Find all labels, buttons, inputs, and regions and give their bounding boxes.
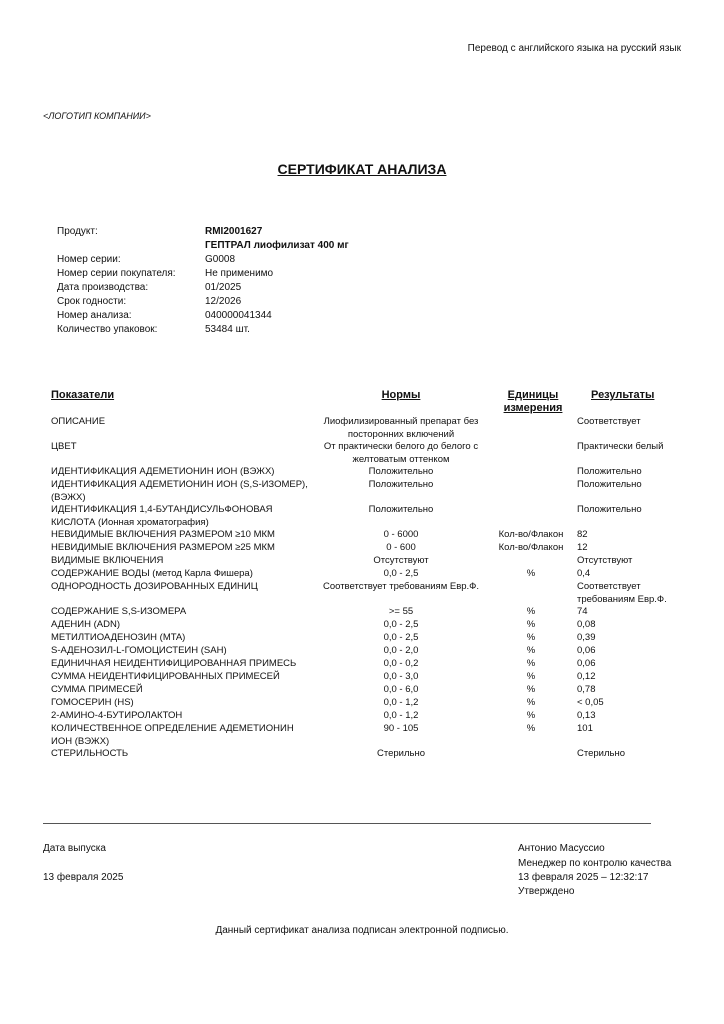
result-value: Положительно <box>577 504 642 515</box>
table-row <box>51 466 671 479</box>
norm-value: 0,0 - 2,5 <box>383 568 419 579</box>
norm-value: 0,0 - 6,0 <box>383 684 419 695</box>
table-row <box>51 479 671 504</box>
parameter-name: СОДЕРЖАНИЕ ВОДЫ (метод Карла Фишера) <box>51 568 253 579</box>
unit-value: % <box>526 723 536 734</box>
parameter-name: 2-АМИНО-4-БУТИРОЛАКТОН <box>51 710 183 721</box>
result-value: 12 <box>577 542 588 553</box>
table-row <box>51 619 671 632</box>
norm-value: Положительно <box>368 479 434 490</box>
production-date-row <box>57 281 349 295</box>
parameter-name: ГОМОСЕРИН (HS) <box>51 697 134 708</box>
header-results: Результаты <box>591 389 655 401</box>
package-count-label: Количество упаковок: <box>57 324 158 335</box>
company-logo-placeholder: <ЛОГОТИП КОМПАНИИ> <box>43 111 151 121</box>
production-date-value: 01/2025 <box>205 282 242 293</box>
header-parameter: Показатели <box>51 389 115 401</box>
norm-value: 0 - 600 <box>386 542 416 553</box>
norm-value: Стерильно <box>376 748 425 759</box>
result-value: 0,13 <box>577 710 596 721</box>
buyer-batch-value: Не применимо <box>205 268 274 279</box>
result-value: 0,39 <box>577 632 596 643</box>
result-value: Стерильно <box>577 748 626 759</box>
result-value: 74 <box>577 606 588 617</box>
parameter-name: ИДЕНТИФИКАЦИЯ АДЕМЕТИОНИН ИОН (ВЭЖХ) <box>51 466 275 477</box>
package-count-value: 53484 шт. <box>205 324 250 335</box>
norm-value: Положительно <box>368 466 434 477</box>
product-info <box>57 225 349 337</box>
parameter-name: МЕТИЛТИОАДЕНОЗИН (MTA) <box>51 632 186 643</box>
unit-value: % <box>526 606 536 617</box>
result-value: 82 <box>577 529 588 540</box>
result-value: Положительно <box>577 479 642 490</box>
release-date-label: Дата выпуска <box>43 843 106 854</box>
result-value: 0,08 <box>577 619 596 630</box>
unit-value: % <box>526 619 536 630</box>
analysis-number-label: Номер анализа: <box>57 310 132 321</box>
parameter-name: СТЕРИЛЬНОСТЬ <box>51 748 129 759</box>
table-row <box>51 658 671 671</box>
parameter-name: ЕДИНИЧНАЯ НЕИДЕНТИФИЦИРОВАННАЯ ПРИМЕСЬ <box>51 658 297 669</box>
unit-value: Кол-во/Флакон <box>498 529 564 540</box>
parameter-name: КОЛИЧЕСТВЕННОЕ ОПРЕДЕЛЕНИЕ АДЕМЕТИОНИН ИОН (ВЭЖХ) <box>51 723 294 747</box>
norm-value: 0,0 - 1,2 <box>383 697 419 708</box>
parameter-name: АДЕНИН (ADN) <box>51 619 120 630</box>
buyer-batch-row <box>57 267 349 281</box>
norm-value: 90 - 105 <box>383 723 419 734</box>
parameter-name: S-АДЕНОЗИЛ-L-ГОМОЦИСТЕИН (SAH) <box>51 645 227 656</box>
table-row <box>51 529 671 542</box>
result-value: Соответствует <box>577 416 641 427</box>
release-date-value: 13 февраля 2025 <box>43 872 124 883</box>
header-units: Единицы измерения <box>503 389 563 414</box>
result-value: 101 <box>577 723 593 734</box>
divider-line <box>43 823 651 824</box>
norm-value: Соответствует требованиям Евр.Ф. <box>322 581 480 592</box>
production-date-label: Дата производства: <box>57 282 149 293</box>
product-label: Продукт: <box>57 226 98 237</box>
product-name-row <box>57 239 349 253</box>
table-row <box>51 645 671 658</box>
parameter-name: ИДЕНТИФИКАЦИЯ АДЕМЕТИОНИН ИОН (S,S-ИЗОМЕР), (ВЭЖХ) <box>51 479 308 503</box>
approval-status: Утверждено <box>518 886 575 897</box>
table-row <box>51 568 671 581</box>
unit-value: % <box>526 645 536 656</box>
signer-title: Менеджер по контролю качества <box>518 858 672 869</box>
table-row <box>51 416 671 441</box>
unit-value: % <box>526 684 536 695</box>
parameter-name: ОПИСАНИЕ <box>51 416 106 427</box>
parameter-name: ЦВЕТ <box>51 441 77 452</box>
table-row <box>51 684 671 697</box>
buyer-batch-label: Номер серии покупателя: <box>57 268 176 279</box>
batch-row <box>57 253 349 267</box>
parameter-name: СОДЕРЖАНИЕ S,S-ИЗОМЕРА <box>51 606 187 617</box>
expiry-value: 12/2026 <box>205 296 242 307</box>
unit-value: Кол-во/Флакон <box>498 542 564 553</box>
result-value: 0,06 <box>577 658 596 669</box>
result-value: Соответствует требованиям Евр.Ф. <box>577 581 667 605</box>
product-row <box>57 225 349 239</box>
norm-value: 0,0 - 2,5 <box>383 632 419 643</box>
table-row <box>51 748 671 761</box>
unit-value: % <box>526 671 536 682</box>
result-value: 0,4 <box>577 568 591 579</box>
unit-value: % <box>526 568 536 579</box>
result-value: 0,78 <box>577 684 596 695</box>
parameter-name: НЕВИДИМЫЕ ВКЛЮЧЕНИЯ РАЗМЕРОМ ≥25 МКМ <box>51 542 275 553</box>
norm-value: 0,0 - 0,2 <box>383 658 419 669</box>
parameter-name: СУММА НЕИДЕНТИФИЦИРОВАННЫХ ПРИМЕСЕЙ <box>51 671 280 682</box>
result-value: Отсутствуют <box>577 555 633 566</box>
translation-note: Перевод с английского языка на русский язык <box>467 43 681 54</box>
parameter-name: ВИДИМЫЕ ВКЛЮЧЕНИЯ <box>51 555 164 566</box>
unit-value: % <box>526 658 536 669</box>
expiry-label: Срок годности: <box>57 296 127 307</box>
norm-value: 0,0 - 2,0 <box>383 645 419 656</box>
signer-name: Антонио Масуссио <box>518 843 605 854</box>
table-row <box>51 606 671 619</box>
result-value: Практически белый <box>577 441 664 452</box>
norm-value: 0 - 6000 <box>383 529 419 540</box>
unit-value: % <box>526 697 536 708</box>
table-row <box>51 441 671 466</box>
header-norms: Нормы <box>381 389 421 401</box>
analysis-number-value: 040000041344 <box>205 310 272 321</box>
table-row <box>51 542 671 555</box>
norm-value: 0,0 - 3,0 <box>383 671 419 682</box>
electronic-signature-note: Данный сертификат анализа подписан электронной подписью. <box>215 925 509 936</box>
package-count-row <box>57 323 349 337</box>
norm-value: 0,0 - 2,5 <box>383 619 419 630</box>
result-value: Положительно <box>577 466 642 477</box>
norm-value: >= 55 <box>388 606 414 617</box>
parameter-name: СУММА ПРИМЕСЕЙ <box>51 684 143 695</box>
product-code: RMI2001627 <box>205 226 263 237</box>
batch-value: G0008 <box>205 254 236 265</box>
batch-label: Номер серии: <box>57 254 121 265</box>
parameter-name: ИДЕНТИФИКАЦИЯ 1,4-БУТАНДИСУЛЬФОНОВАЯ КИСЛОТА (Ионная хроматография) <box>51 504 273 528</box>
norm-value: Положительно <box>368 504 434 515</box>
result-value: 0,12 <box>577 671 596 682</box>
unit-value: % <box>526 710 536 721</box>
result-value: 0,06 <box>577 645 596 656</box>
product-name: ГЕПТРАЛ лиофилизат 400 мг <box>205 240 349 251</box>
table-row <box>51 723 671 748</box>
signed-at: 13 февраля 2025 – 12:32:17 <box>518 872 649 883</box>
unit-value: % <box>526 632 536 643</box>
analysis-number-row <box>57 309 349 323</box>
table-row <box>51 632 671 645</box>
norm-value: От практически белого до белого с желтоватым оттенком <box>323 441 479 465</box>
parameter-name: НЕВИДИМЫЕ ВКЛЮЧЕНИЯ РАЗМЕРОМ ≥10 МКМ <box>51 529 275 540</box>
document-title: СЕРТИФИКАТ АНАЛИЗА <box>277 161 447 177</box>
table-row <box>51 555 671 568</box>
expiry-row <box>57 295 349 309</box>
table-row <box>51 710 671 723</box>
table-row <box>51 581 671 606</box>
norm-value: Лиофилизированный препарат без посторонних включений <box>323 416 479 440</box>
spacer <box>57 239 205 253</box>
results-table <box>51 416 671 761</box>
table-row <box>51 504 671 529</box>
norm-value: Отсутствуют <box>373 555 429 566</box>
table-row <box>51 671 671 684</box>
table-row <box>51 697 671 710</box>
norm-value: 0,0 - 1,2 <box>383 710 419 721</box>
parameter-name: ОДНОРОДНОСТЬ ДОЗИРОВАННЫХ ЕДИНИЦ <box>51 581 258 592</box>
result-value: < 0,05 <box>577 697 604 708</box>
